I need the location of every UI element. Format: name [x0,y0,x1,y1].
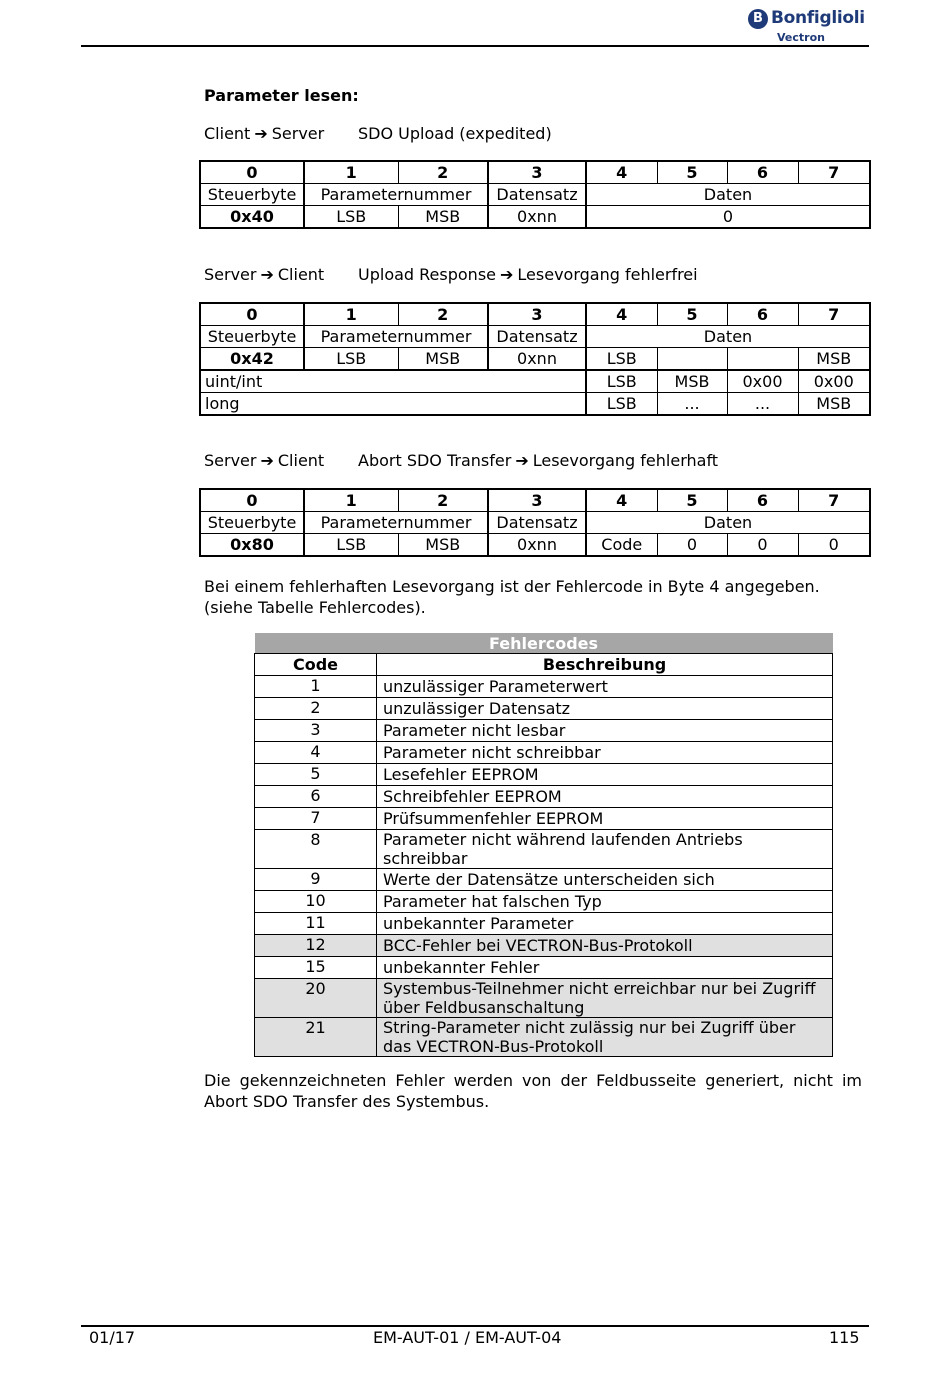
logo-mark-icon: B [748,9,768,29]
t1-col-2: 2 [398,161,488,184]
code-cell: 11 [255,913,377,935]
t2-uint-7: 0x00 [798,370,870,393]
t2-col-0: 0 [200,303,304,326]
code-cell: 10 [255,891,377,913]
section3-from: Server [204,451,257,470]
section2-to: Client [277,265,325,284]
t1-col-7: 7 [798,161,870,184]
code-cell: 1 [255,676,377,698]
t3-col-0: 0 [200,489,304,512]
t2-val-2: MSB [398,348,488,371]
desc-cell: Lesefehler EEPROM [377,764,833,786]
t1-col-0: 0 [200,161,304,184]
code-cell: 2 [255,698,377,720]
footer-page-number: 115 [829,1328,860,1347]
fehlercodes-title: Fehlercodes [255,633,833,654]
desc-cell: unbekannter Parameter [377,913,833,935]
table-row [255,676,833,698]
t1-col-4: 4 [586,161,657,184]
t2-col-4: 4 [586,303,657,326]
code-cell: 12 [255,935,377,957]
t2-long-4: LSB [586,393,657,416]
table-row [255,720,833,742]
section2-label [204,265,324,284]
t3-col-1: 1 [304,489,398,512]
section3-label [204,451,324,470]
table-row [255,1018,833,1057]
t3-col-6: 6 [727,489,798,512]
t2-val-7: MSB [798,348,870,371]
section1-from: Client [204,124,251,143]
brand-sub: Vectron [777,31,825,44]
section2-desc [358,265,698,284]
code-cell: 4 [255,742,377,764]
section2-desc-a: Upload Response [358,265,496,284]
code-cell: 3 [255,720,377,742]
table-row [255,869,833,891]
desc-cell: Parameter nicht während laufenden Antriebs schreibbar [377,830,833,869]
t2-col-7: 7 [798,303,870,326]
t2-uint-label: uint/int [200,370,586,393]
t3-val-5: 0 [657,534,727,557]
t3-col-3: 3 [488,489,586,512]
desc-cell: Werte der Datensätze unterscheiden sich [377,869,833,891]
t1-val-2: MSB [398,206,488,229]
desc-cell: String-Parameter nicht zulässig nur bei Zugriff über das VECTRON-Bus-Protokoll [377,1018,833,1057]
table-row [255,742,833,764]
t1-label-daten: Daten [586,184,870,206]
section3-desc-b: Lesevorgang fehlerhaft [532,451,719,470]
t2-col-5: 5 [657,303,727,326]
t1-val-3: 0xnn [488,206,586,229]
t3-label-datensatz: Datensatz [488,512,586,534]
desc-cell: unbekannter Fehler [377,957,833,979]
brand-logo [748,8,870,46]
t2-val-6 [727,348,798,371]
t3-val-3: 0xnn [488,534,586,557]
code-cell: 20 [255,979,377,1018]
table-row [255,698,833,720]
t3-val-0: 0x80 [200,534,304,557]
page-heading: Parameter lesen: [204,86,359,105]
paragraph-error-info-line2: (siehe Tabelle Fehlercodes). [204,598,426,617]
t1-col-3: 3 [488,161,586,184]
desc-cell: BCC-Fehler bei VECTRON-Bus-Protokoll [377,935,833,957]
t2-label-parameternummer: Parameternummer [304,326,488,348]
table-row [255,913,833,935]
right-arrow-icon: ➔ [515,451,529,470]
t2-label-daten: Daten [586,326,870,348]
desc-cell: Schreibfehler EEPROM [377,786,833,808]
brand-name: Bonfiglioli [771,8,865,28]
desc-cell: Systembus-Teilnehmer nicht erreichbar nur bei Zugriff über Feldbusanschaltung [377,979,833,1018]
section2-from: Server [204,265,257,284]
t3-col-2: 2 [398,489,488,512]
footer-rule [81,1325,869,1327]
t1-val-4: 0 [586,206,870,229]
table-row [255,764,833,786]
t3-val-2: MSB [398,534,488,557]
t3-col-7: 7 [798,489,870,512]
t2-long-7: MSB [798,393,870,416]
section2-desc-b: Lesevorgang fehlerfrei [517,265,698,284]
right-arrow-icon: ➔ [500,265,514,284]
section3-desc-a: Abort SDO Transfer [358,451,512,470]
table-row [255,786,833,808]
table-row [255,891,833,913]
t2-val-3: 0xnn [488,348,586,371]
code-cell: 9 [255,869,377,891]
code-cell: 8 [255,830,377,869]
paragraph-error-info [204,576,862,618]
t2-val-0: 0x42 [200,348,304,371]
desc-cell: unzulässiger Datensatz [377,698,833,720]
code-cell: 21 [255,1018,377,1057]
section3-to: Client [277,451,325,470]
table1 [199,160,871,229]
t3-col-4: 4 [586,489,657,512]
t1-val-0: 0x40 [200,206,304,229]
t1-col-6: 6 [727,161,798,184]
t2-long-label: long [200,393,586,416]
t1-col-1: 1 [304,161,398,184]
t2-val-1: LSB [304,348,398,371]
right-arrow-icon: ➔ [254,124,268,143]
desc-cell: Parameter hat falschen Typ [377,891,833,913]
t1-val-1: LSB [304,206,398,229]
t2-long-5: ... [657,393,727,416]
t3-label-parameternummer: Parameternummer [304,512,488,534]
t3-val-1: LSB [304,534,398,557]
section1-desc: SDO Upload (expedited) [358,124,552,143]
t2-col-2: 2 [398,303,488,326]
t3-val-6: 0 [727,534,798,557]
t2-col-3: 3 [488,303,586,326]
desc-cell: Parameter nicht lesbar [377,720,833,742]
paragraph-error-info-line1: Bei einem fehlerhaften Lesevorgang ist der Fehlercode in Byte 4 angegeben. [204,577,820,596]
t1-label-parameternummer: Parameternummer [304,184,488,206]
t3-val-4: Code [586,534,657,557]
table-row [255,935,833,957]
t2-val-4: LSB [586,348,657,371]
header-rule [81,45,869,47]
desc-cell: Parameter nicht schreibbar [377,742,833,764]
code-cell: 7 [255,808,377,830]
t2-uint-6: 0x00 [727,370,798,393]
section3-desc [358,451,718,470]
section1-label [204,124,324,143]
t2-label-datensatz: Datensatz [488,326,586,348]
table-row [255,979,833,1018]
t1-label-datensatz: Datensatz [488,184,586,206]
t2-label-steuerbyte: Steuerbyte [200,326,304,348]
t2-long-6: ... [727,393,798,416]
table-row [255,808,833,830]
table3 [199,488,871,557]
t2-uint-4: LSB [586,370,657,393]
t3-val-7: 0 [798,534,870,557]
desc-cell: unzulässiger Parameterwert [377,676,833,698]
table-row [255,957,833,979]
right-arrow-icon: ➔ [260,265,274,284]
t3-label-daten: Daten [586,512,870,534]
fehlercodes-col-code: Code [255,654,377,676]
code-cell: 6 [255,786,377,808]
right-arrow-icon: ➔ [260,451,274,470]
t1-label-steuerbyte: Steuerbyte [200,184,304,206]
footer-date: 01/17 [89,1328,136,1347]
t3-col-5: 5 [657,489,727,512]
fehlercodes-table [254,633,833,1057]
table2 [199,302,871,416]
t1-col-5: 5 [657,161,727,184]
t3-label-steuerbyte: Steuerbyte [200,512,304,534]
footer-doc-id: EM-AUT-01 / EM-AUT-04 [373,1328,562,1347]
t2-uint-5: MSB [657,370,727,393]
code-cell: 5 [255,764,377,786]
code-cell: 15 [255,957,377,979]
t2-col-6: 6 [727,303,798,326]
desc-cell: Prüfsummenfehler EEPROM [377,808,833,830]
table-row [255,830,833,869]
paragraph-note: Die gekennzeichneten Fehler werden von der Feldbusseite generiert, nicht im Abort SDO Transfer des Systembus. [204,1071,862,1111]
fehlercodes-col-desc: Beschreibung [377,654,833,676]
t2-col-1: 1 [304,303,398,326]
section1-to: Server [271,124,325,143]
t2-val-5 [657,348,727,371]
